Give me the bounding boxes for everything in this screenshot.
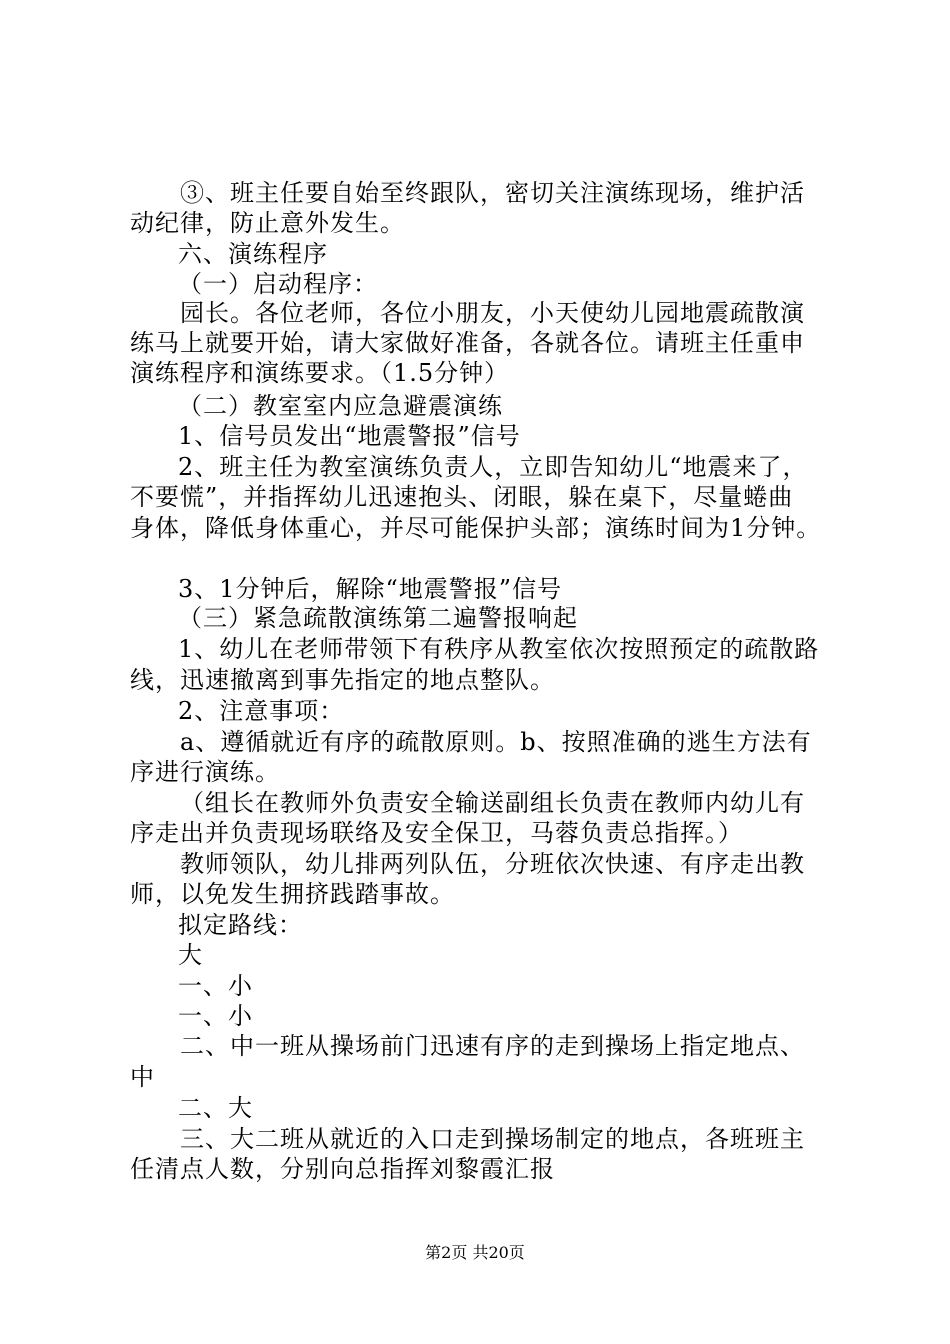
text-line: 任清点人数，分别向总指挥刘黎霞汇报 (130, 1155, 555, 1183)
text-line: 1、信号员发出“地震警报”信号 (178, 422, 521, 450)
text-line: 二、中一班从操场前门迅速有序的走到操场上指定地点、 (180, 1032, 805, 1060)
text-line: a、遵循就近有序的疏散原则。b、按照准确的逃生方法有 (180, 728, 812, 756)
text-line: 序走出并负责现场联络及安全保卫，马蓉负责总指挥。） (130, 819, 743, 847)
text-line: 三、大二班从就近的入口走到操场制定的地点，各班班主 (180, 1125, 805, 1153)
text-line: 线，迅速撤离到事先指定的地点整队。 (130, 666, 555, 694)
text-line: （组长在教师外负责安全输送副组长负责在教师内幼儿有 (180, 789, 805, 817)
text-line: 2、班主任为教室演练负责人，立即告知幼儿“地震来了， (178, 453, 808, 481)
text-line: 不要慌”，并指挥幼儿迅速抱头、闭眼，躲在桌下，尽量蜷曲 (130, 483, 794, 511)
text-line: 师，以免发生拥挤践踏事故。 (130, 880, 455, 908)
page-number-footer: 第2页 共20页 (425, 1243, 525, 1262)
text-line: ③、班主任要自始至终跟队，密切关注演练现场，维护活 (180, 179, 805, 207)
text-line: 演练程序和演练要求。（1.5分钟） (130, 359, 510, 387)
text-line: 教师领队，幼儿排两列队伍，分班依次快速、有序走出教 (180, 850, 805, 878)
subsection-heading: （三）紧急疏散演练第二遍警报响起 (178, 604, 578, 632)
section-heading: 六、演练程序 (178, 240, 328, 268)
text-line: 1、幼儿在老师带领下有秩序从教室依次按照预定的疏散路 (178, 635, 820, 663)
subsection-heading: （一）启动程序： (178, 270, 378, 298)
text-line: 一、小 (178, 1002, 253, 1030)
text-line: 中 (130, 1063, 155, 1091)
text-line: 园长。各位老师，各位小朋友，小天使幼儿园地震疏散演 (180, 299, 805, 327)
text-line: 练马上就要开始，请大家做好准备，各就各位。请班主任重申 (130, 329, 805, 357)
text-line: 二、大 (178, 1094, 253, 1122)
text-line: 拟定路线： (178, 911, 303, 939)
text-line: 大 (178, 941, 203, 969)
text-line: 身体，降低身体重心，并尽可能保护头部；演练时间为1分钟。 (130, 514, 822, 542)
text-line: 一、小 (178, 972, 253, 1000)
text-line: 3、1分钟后，解除“地震警报”信号 (178, 575, 563, 603)
text-line: 序进行演练。 (130, 758, 280, 786)
text-line: 2、注意事项： (178, 697, 345, 725)
subsection-heading: （二）教室室内应急避震演练 (178, 392, 503, 420)
text-line: 动纪律，防止意外发生。 (130, 209, 405, 237)
